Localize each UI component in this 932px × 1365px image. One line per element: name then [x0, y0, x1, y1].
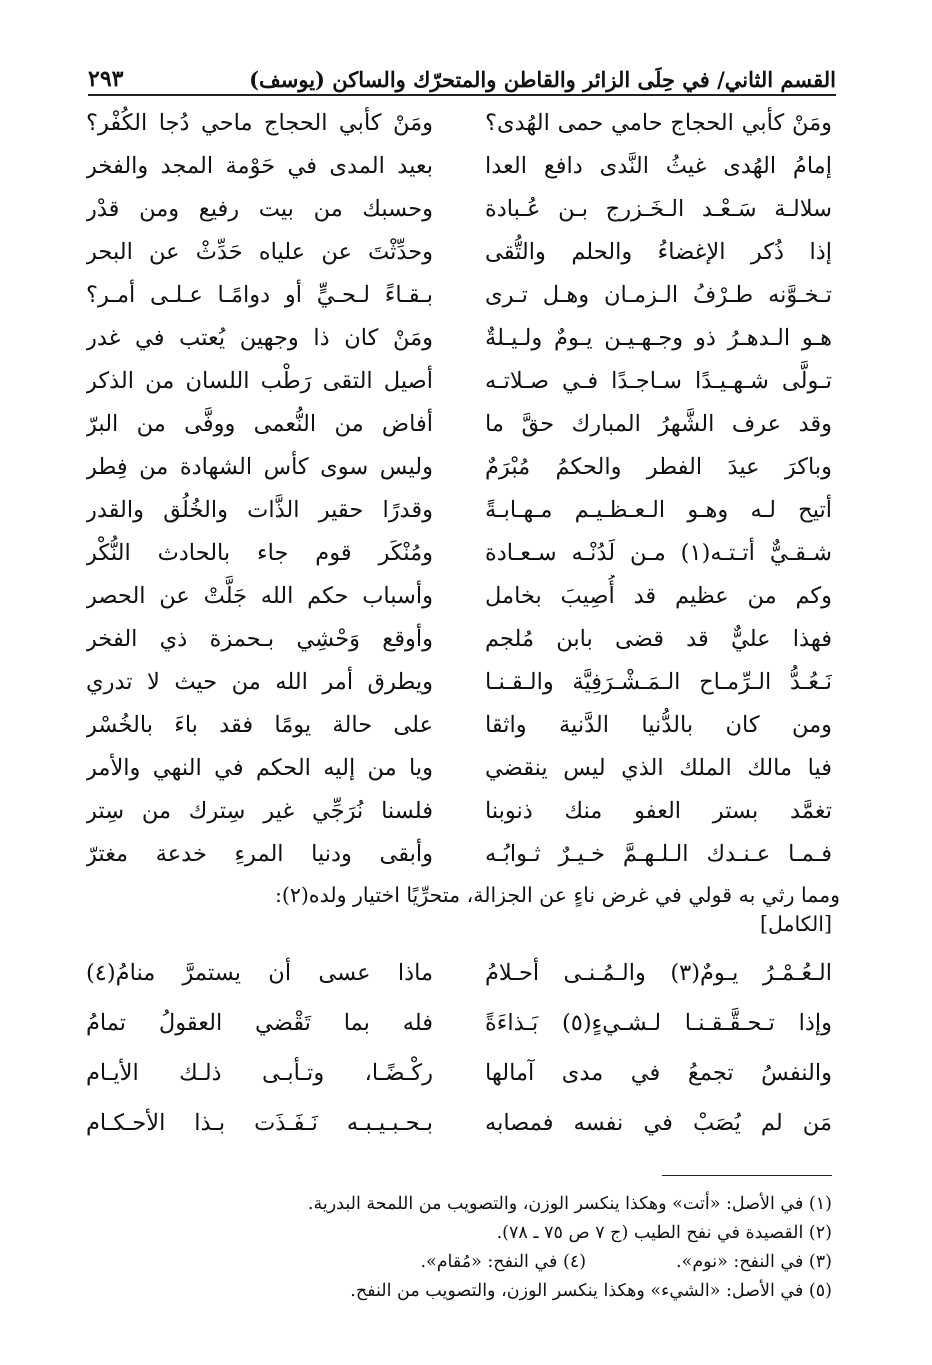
verse-left-hemistich: فلسنا نُرَجِّي غير سِترك من سِتر: [86, 798, 433, 824]
verse: [86, 618, 832, 660]
verse-left-hemistich: وقدرًا حقير الذَّات والخُلُق والقدر: [86, 497, 433, 523]
verse: [86, 833, 832, 875]
verse-left-hemistich: وليس سوى كأس الشهادة من فِطر: [86, 454, 433, 480]
verse-left-hemistich: على حالة يومًا فقد باءَ بالخُسْر: [86, 712, 433, 738]
verse-right-hemistich: الـعُـمْـرُ يـومٌ(٣) والـمُـنـى أحـلامُ: [485, 960, 832, 986]
footnote-5: (٥) في الأصل: «الشيء» وهكذا ينكسر الوزن، والتصويب من النفح.: [350, 1281, 832, 1301]
verse: [86, 102, 832, 144]
verse-right-hemistich: ومَنْ كأبي الحجاج حامي حمى الهُدى؟: [485, 110, 832, 136]
verse: [86, 952, 832, 994]
verse-left-hemistich: وأبقى ودنيا المرءِ خدعة مغترّ: [86, 841, 433, 867]
verse-right-hemistich: فهذا عليٌّ قد قضى بابن مُلجم: [485, 626, 832, 652]
page-header: [88, 52, 836, 92]
verse-left-hemistich: أفاض من النُّعمى ووفَّى من البرّ: [86, 411, 433, 437]
verse-left-hemistich: وحدِّثْتَ عن علياه حَدِّثْ عن البحر: [86, 239, 433, 265]
verse-right-hemistich: فـمـا عـنـدك الـلـهـمَّ خـيـرٌ ثـوابُـه: [485, 841, 832, 867]
verse-right-hemistich: مَن لم يُصَبْ في نفسه فمصابه: [485, 1110, 832, 1136]
verse-right-hemistich: سلالـة سَـعْـد الـخَـزرج بـن عُـبادة: [485, 196, 832, 222]
footnote-divider: [662, 1175, 832, 1176]
verse: [86, 704, 832, 746]
verse-right-hemistich: إذا ذُكر الإغضاءُ والحلم والتُّقى: [485, 239, 832, 265]
verse: [86, 1052, 832, 1094]
verse: [86, 790, 832, 832]
verse-right-hemistich: وباكرَ عيدَ الفطر والحكمُ مُبْرَمٌ: [485, 454, 832, 480]
footnote-1: (١) في الأصل: «أتت» وهكذا ينكسر الوزن، والتصويب من اللمحة البدرية.: [307, 1194, 832, 1214]
verse-right-hemistich: إمامُ الهُدى غيثُ النَّدى دافع العدا: [485, 153, 832, 179]
verse-right-hemistich: وقد عرف الشَّهرُ المبارك حقَّ ما: [485, 411, 832, 437]
verse: [86, 661, 832, 703]
verse-right-hemistich: تـولَّى شـهـيـدًا سـاجـدًا فـي صـلاتـه: [485, 368, 832, 394]
verse-left-hemistich: بعيد المدى في حَوْمة المجد والفخر: [86, 153, 433, 179]
verse-left-hemistich: بـحـبـيـبـه نَـفَـذَت بـذا الأحـكـام: [86, 1110, 433, 1136]
footnote-4: (٤) في النفح: «مُقام».: [420, 1252, 587, 1272]
verse-right-hemistich: نَـعُـدُّ الـرِّمـاح الـمَـشْـرَفِيَّة والـقـنـا: [485, 669, 832, 695]
verse-right-hemistich: شـقـيٌّ أتـتـه(١) مـن لَدُنْـه سـعـادة: [485, 540, 832, 566]
verse-left-hemistich: وأوقع وَحْشِي بـحمزة ذي الفخر: [86, 626, 433, 652]
verse: [86, 1002, 832, 1044]
verse-right-hemistich: هـو الـدهـرُ ذو وجـهـيـن يـومٌ ولـيـلةٌ: [485, 325, 832, 351]
verse-right-hemistich: فيا مالك الملك الذي ليس ينقضي: [485, 755, 832, 781]
verse: [86, 188, 832, 230]
verse-left-hemistich: ومُنْكَر قوم جاء بالحادث النُّكْر: [86, 540, 433, 566]
verse: [86, 274, 832, 316]
verse: [86, 747, 832, 789]
verse-left-hemistich: ومَنْ كان ذا وجهين يُعتب في غدر: [86, 325, 433, 351]
verse-right-hemistich: وإذا تـحـقَّـقـنـا لـشـيءٍ(٥) بَـذاءَةً: [485, 1010, 832, 1036]
verse: [86, 360, 832, 402]
footnote-2: (٢) القصيدة في نفح الطيب (ج ٧ ص ٧٥ ـ ٧٨).: [496, 1223, 832, 1243]
meter-label: [الكامل]: [759, 912, 832, 936]
verse-right-hemistich: والنفسُ تجمعُ في مدى آمالها: [485, 1060, 832, 1086]
verse-left-hemistich: ماذا عسى أن يستمرَّ منامُ(٤): [86, 960, 433, 986]
page-number: ٢٩٣: [88, 66, 124, 92]
verse: [86, 403, 832, 445]
footnote-row: [88, 1248, 832, 1276]
verse-left-hemistich: ويطرق أمر الله من حيث لا تدري: [86, 669, 433, 695]
verse-right-hemistich: ومن كان بالدُّنيا الدَّنية واثقا: [485, 712, 832, 738]
verse-right-hemistich: أتيح لـه وهـو الـعـظـيـم مـهـابـةً: [485, 497, 832, 523]
verse-left-hemistich: فله بما تَقْضي العقولُ تمامُ: [86, 1010, 433, 1036]
verse-left-hemistich: ويا من إليه الحكم في النهي والأمر: [86, 755, 433, 781]
verse-left-hemistich: ومَنْ كأبي الحجاج ماحي دُجا الكُفْر؟: [86, 110, 433, 136]
verse-left-hemistich: وأسباب حكم الله جَلَّتْ عن الحصر: [86, 583, 433, 609]
verse: [86, 145, 832, 187]
verse: [86, 1102, 832, 1144]
verse: [86, 231, 832, 273]
intro-paragraph: ومما رثي به قولي في غرض ناءٍ عن الجزالة، متحرِّيًا اختيار ولده(٢):: [274, 883, 840, 907]
verse-right-hemistich: تغمَّد بستر العفو منك ذنوبنا: [485, 798, 832, 824]
header-divider: [88, 94, 836, 96]
verse-right-hemistich: وكم من عظيم قد أُصِيبَ بخامل: [485, 583, 832, 609]
verse-left-hemistich: ركْـضًـا، وتـأبـى ذلـك الأيـام: [86, 1060, 433, 1086]
footnote-3: (٣) في النفح: «نوم».: [676, 1252, 832, 1272]
running-title: القسم الثاني/ في حِلَى الزائر والقاطن والمتحرّك والساكن (يوسف): [249, 67, 836, 92]
verse: [86, 575, 832, 617]
verse: [86, 532, 832, 574]
verse: [86, 317, 832, 359]
verse: [86, 446, 832, 488]
verse-right-hemistich: تـخـوَّنه طـرْفُ الـزمـان وهـل تـرى: [485, 282, 832, 308]
verse-left-hemistich: بـقـاءً لـحـيٍّ أو دوامًـا عـلـى أمـر؟: [86, 282, 433, 308]
verse-left-hemistich: وحسبك من بيت رفيع ومن قدْر: [86, 196, 433, 222]
verse-left-hemistich: أصيل التقى رَطْب اللسان من الذكر: [86, 368, 433, 394]
verse: [86, 489, 832, 531]
